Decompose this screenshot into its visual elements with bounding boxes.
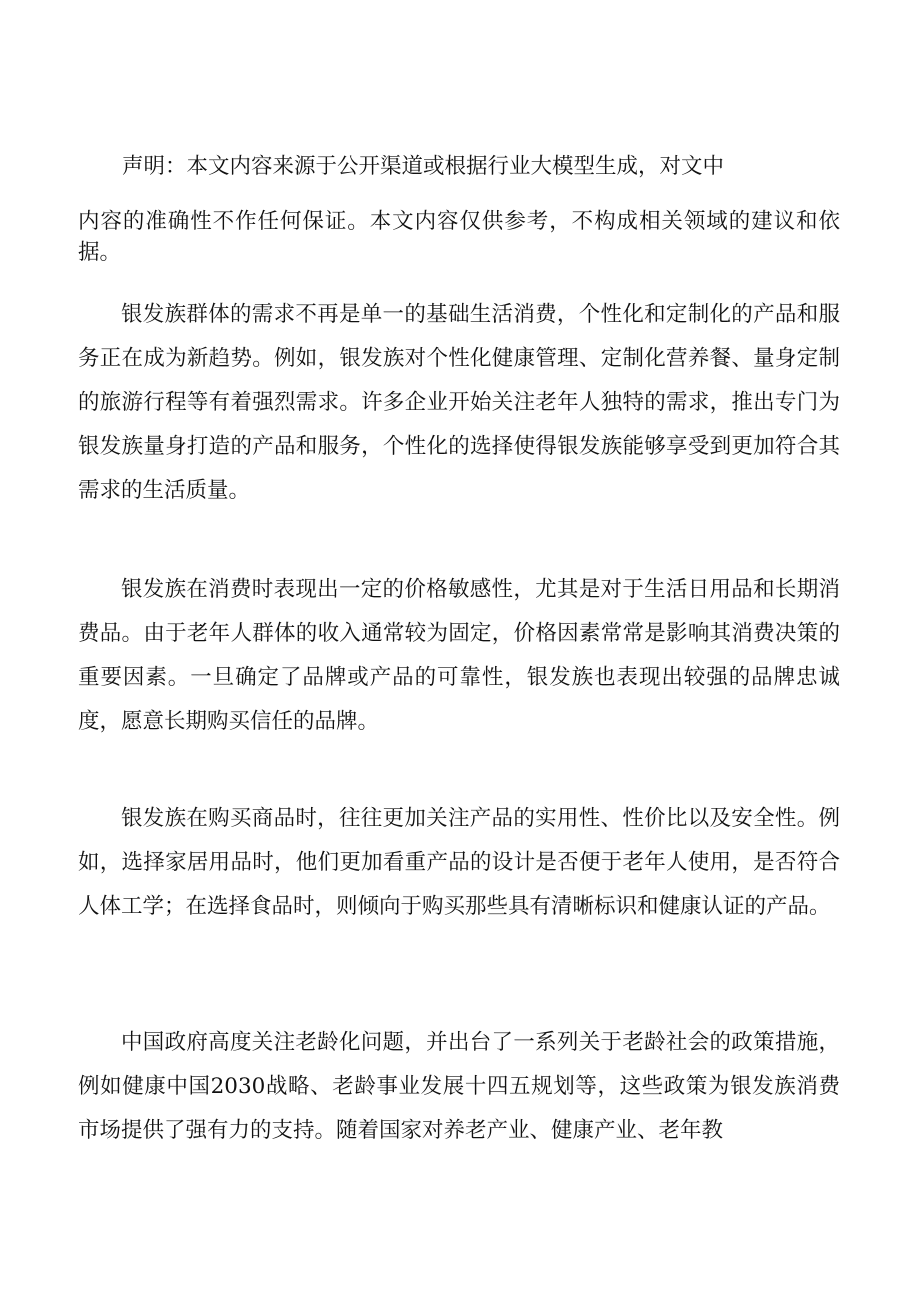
paragraph-personalized-demand: 银发族群体的需求不再是单一的基础生活消费，个性化和定制化的产品和服务正在成为新趋势。例如，银发族对个性化健康管理、定制化营养餐、量身定制的旅游行程等有着强烈需求。许多企业开始关注老年人独特的需求，推出专门为银发族量身打造的产品和服务，个性化的选择使得银发族能够享受到更加符合其需求的生活质量。 bbox=[78, 302, 840, 503]
disclaimer-line-2: 内容的准确性不作任何保证。本文内容仅供参考，不构成相关领域的建议和依据。 bbox=[78, 209, 840, 265]
paragraph-practicality: 银发族在购买商品时，往往更加关注产品的实用性、性价比以及安全性。例如，选择家居用品时，他们更加看重产品的设计是否便于老年人使用，是否符合人体工学；在选择食品时，则倾向于购买那些具有清晰标识和健康认证的产品。 bbox=[78, 806, 840, 919]
disclaimer-line-1: 声明：本文内容来源于公开渠道或根据行业大模型生成，对文中 bbox=[122, 154, 725, 179]
paragraph-government-policy: 中国政府高度关注老龄化问题，并出台了一系列关于老龄社会的政策措施，例如健康中国2030战略、老龄事业发展十四五规划等，这些政策为银发族消费市场提供了强有力的支持。随着国家对养老产业、健康产业、老年教 bbox=[78, 1030, 840, 1143]
paragraph-price-sensitivity: 银发族在消费时表现出一定的价格敏感性，尤其是对于生活日用品和长期消费品。由于老年人群体的收入通常较为固定，价格因素常常是影响其消费决策的重要因素。一旦确定了品牌或产品的可靠性，银发族也表现出较强的品牌忠诚度，愿意长期购买信任的品牌。 bbox=[78, 577, 840, 734]
